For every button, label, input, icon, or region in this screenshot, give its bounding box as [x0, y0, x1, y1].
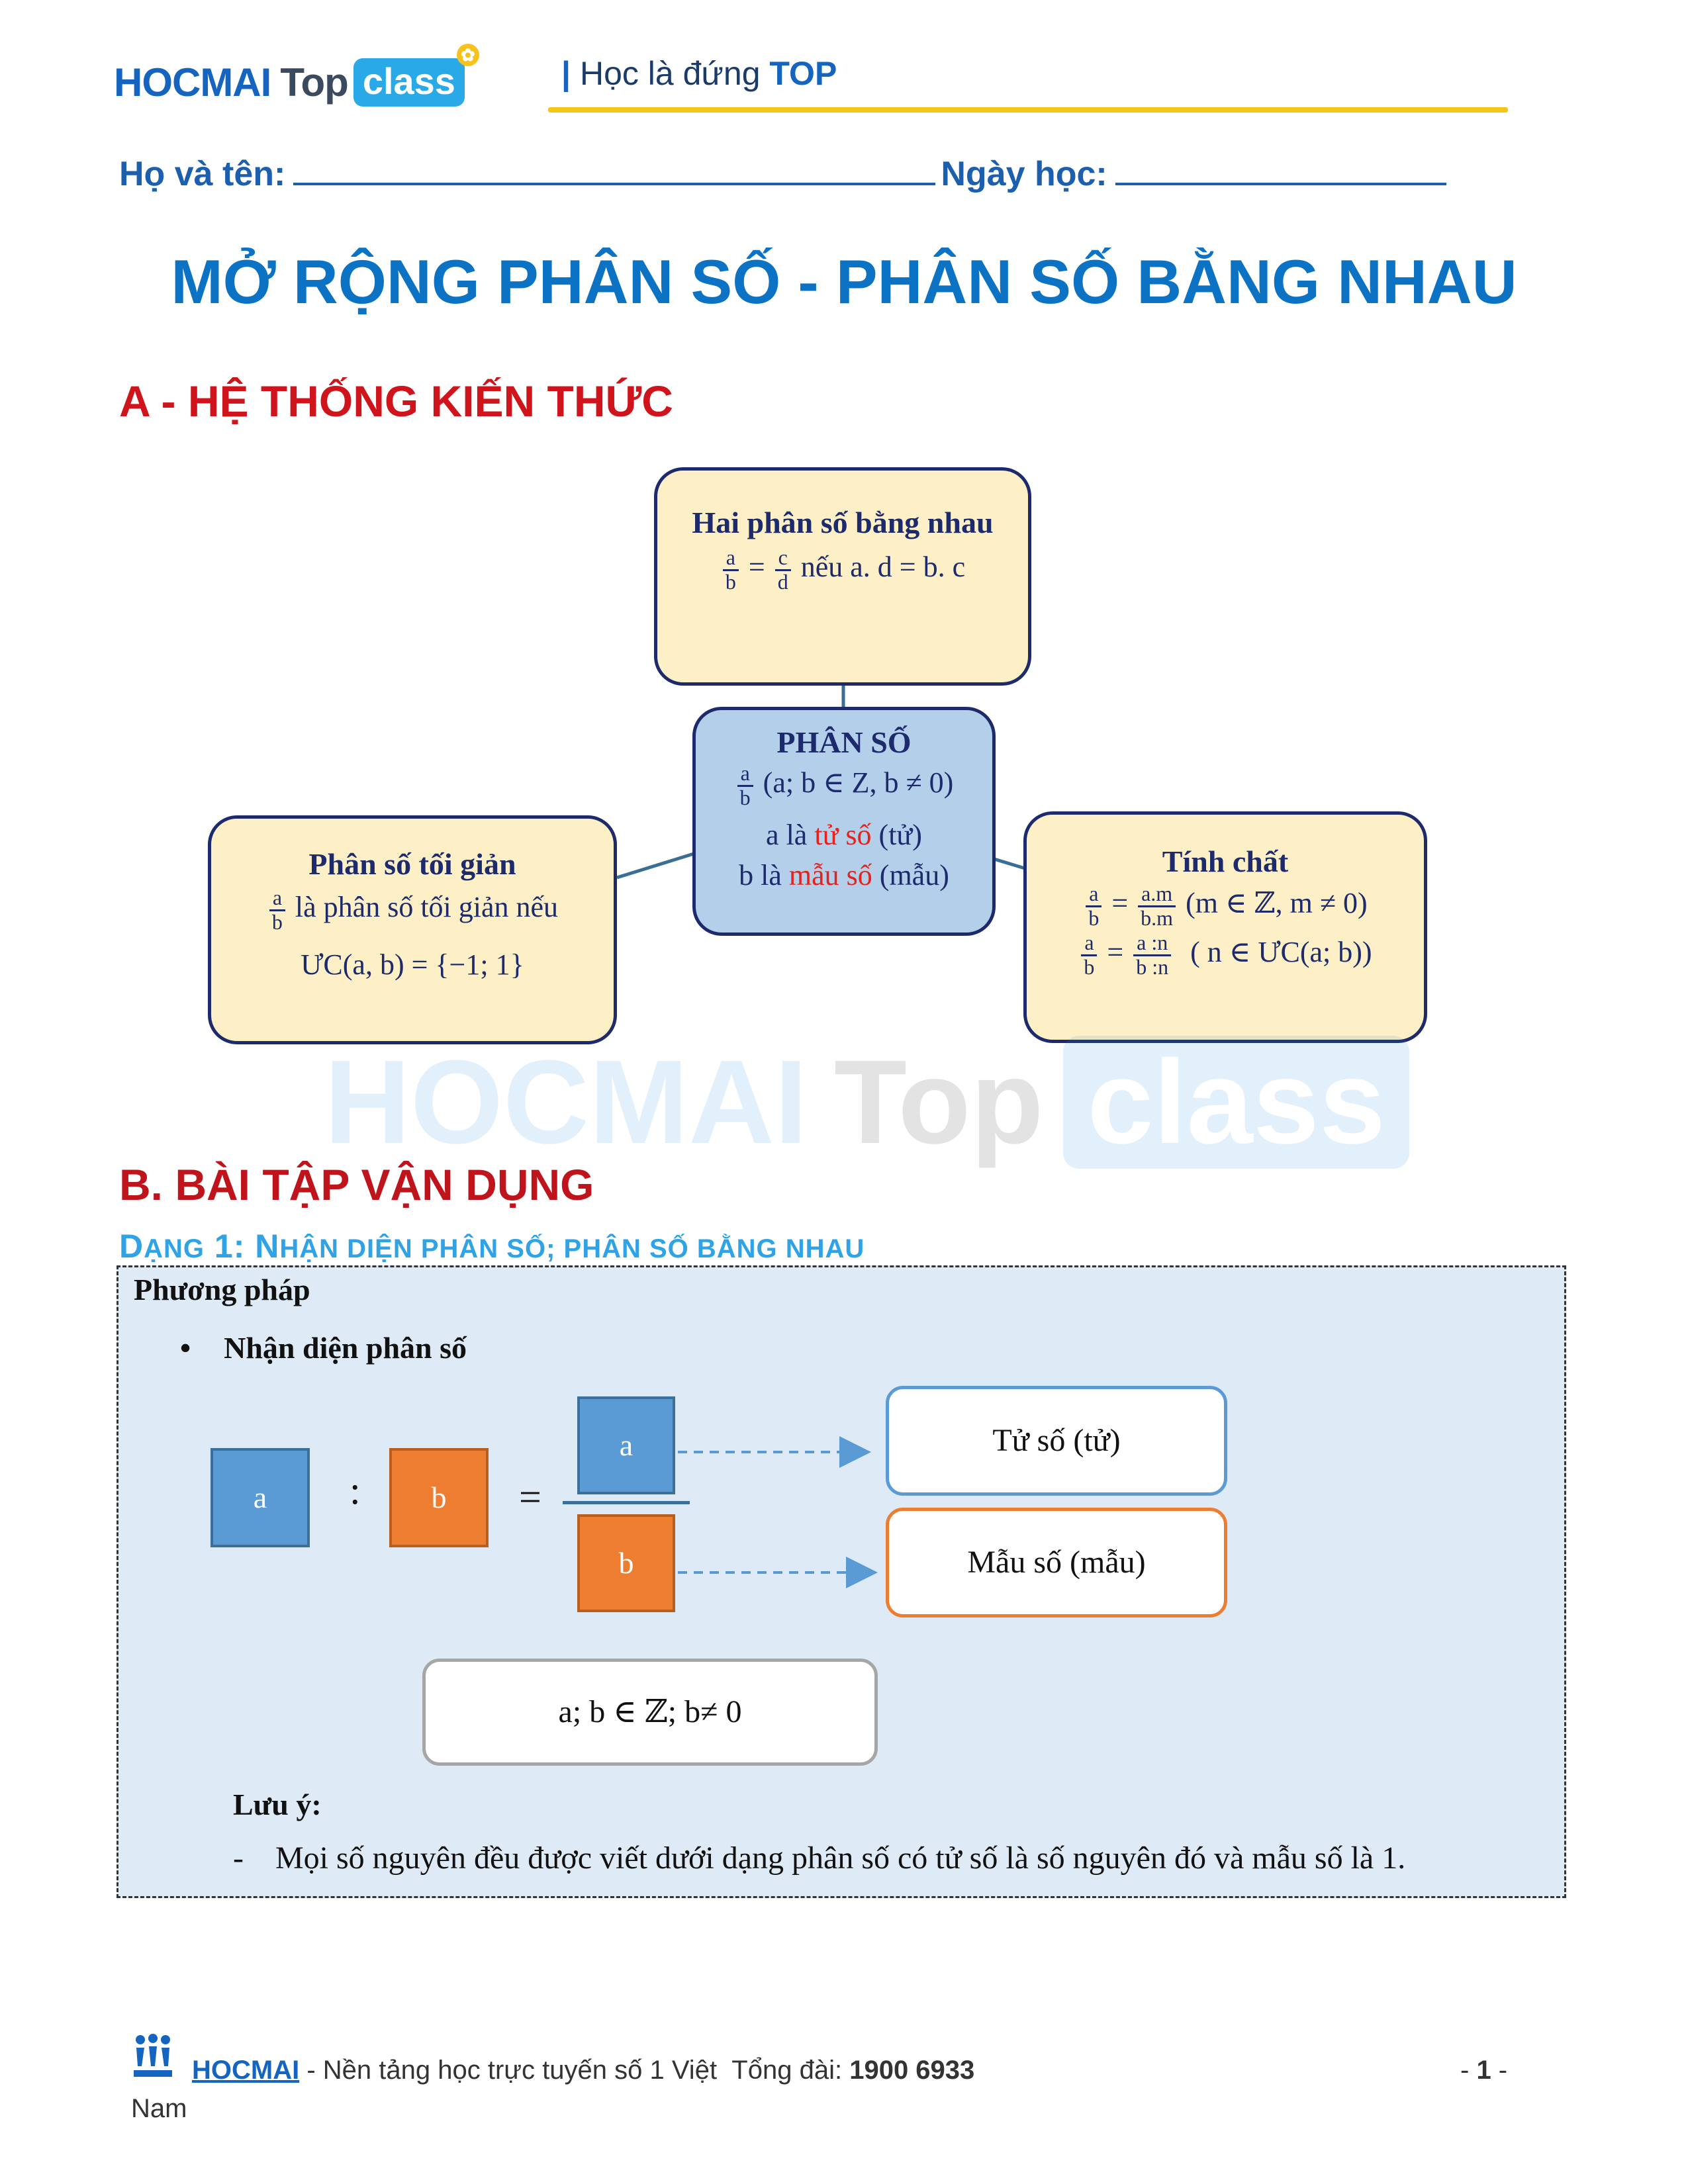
page-number: - 1 - [1460, 2056, 1508, 2085]
numerator: a.m [1138, 883, 1176, 907]
condition-box: a; b ∈ ℤ; b≠ 0 [422, 1659, 878, 1766]
square-a: a [211, 1448, 310, 1547]
node-title: Hai phân số bằng nhau [692, 506, 994, 539]
logo-top-text: Top [280, 60, 348, 105]
note-text: Mọi số nguyên đều được viết dưới dạng phân số có tử số là số nguyên đó và mẫu số là 1. [275, 1841, 1406, 1876]
condition: nếu a. d = b. c [800, 551, 966, 584]
text: (mẫu) [879, 859, 949, 892]
condition: ( n ∈ ƯC(a; b)) [1190, 936, 1372, 969]
node-condition: ƯC(a, b) = {−1; 1} [301, 948, 524, 981]
bullet-text: Nhận diện phân số [224, 1331, 467, 1365]
hotline-label: Tổng đài: [731, 2056, 843, 2085]
denominator: b [739, 785, 751, 809]
hotline-number: 1900 6933 [849, 2056, 975, 2085]
hocmai-footer-logo-icon [131, 2033, 175, 2081]
denominator: b :n [1136, 954, 1169, 979]
node-title: PHÂN SỐ [776, 725, 912, 759]
numerator-label-box: Tử số (tử) [886, 1386, 1227, 1496]
fraction-numerator-square: a [577, 1396, 675, 1494]
slogan-strong: TOP [769, 55, 837, 92]
denominator: b [1084, 954, 1095, 979]
section-a-heading: A - HỆ THỐNG KIẾN THỨC [119, 377, 673, 426]
bullet-icon: • [180, 1331, 191, 1365]
denominator-label-box: Mẫu số (mẫu) [886, 1508, 1227, 1617]
equals-sign: = [1107, 936, 1124, 969]
method-title: Phương pháp [134, 1273, 310, 1306]
footer-text [192, 2056, 974, 2085]
smallcaps-initial: D [119, 1228, 144, 1265]
note-dash: - [233, 1841, 244, 1876]
numerator: a [269, 887, 285, 911]
star-icon: ✿ [457, 44, 479, 66]
numerator: c [775, 547, 791, 571]
highlight: tử số [814, 819, 872, 852]
smallcaps-rest: ẠNG [144, 1234, 205, 1263]
text: b là [739, 859, 782, 892]
logo-class-text: class [362, 60, 455, 102]
denominator: b [271, 909, 283, 934]
footer-brand-link[interactable]: HOCMAI [192, 2056, 300, 2085]
condition: (a; b ∈ Z, b ≠ 0) [763, 766, 954, 799]
colon-sign: : [350, 1469, 361, 1512]
smallcaps-initial: N [255, 1228, 280, 1265]
name-label: Họ và tên: [119, 155, 286, 193]
fraction-denominator-square: b [577, 1514, 675, 1612]
equals-sign: = [1111, 887, 1129, 920]
node-title: Tính chất [1162, 844, 1289, 878]
text: a là [766, 819, 808, 852]
text: (tử) [878, 819, 922, 852]
numerator: a [1081, 932, 1097, 956]
node-title: Phân số tối giản [308, 847, 516, 881]
watermark-hocmai: HOCMAI [324, 1036, 808, 1169]
denominator: b.m [1141, 905, 1174, 930]
condition: (m ∈ ℤ, m ≠ 0) [1186, 887, 1368, 920]
watermark-class: class [1063, 1036, 1409, 1169]
equals-sign: = [519, 1475, 541, 1519]
watermark-top: Top [833, 1036, 1044, 1169]
page-title: MỞ RỘNG PHÂN SỐ - PHÂN SỐ BẰNG NHAU [171, 247, 1517, 316]
smallcaps-rest: HẬN DIỆN PHÂN SỐ; PHÂN SỐ BẰNG NHAU [279, 1234, 865, 1263]
numerator: a [737, 762, 753, 787]
date-label: Ngày học: [941, 155, 1107, 193]
numerator: a :n [1133, 932, 1171, 956]
denominator: b [725, 569, 736, 594]
note-title: Lưu ý: [233, 1788, 322, 1821]
denominator: d [777, 569, 788, 594]
equals-sign: = [748, 551, 765, 584]
section-b-heading: B. BÀI TẬP VẬN DỤNG [119, 1160, 594, 1209]
footer-line-2: Nam [131, 2094, 187, 2123]
note-line [233, 1840, 1405, 1876]
text: là phân số tối giản nếu [295, 891, 559, 924]
footer-tagline: - Nền tảng học trực tuyến số 1 Việt [306, 2056, 718, 2085]
dang-number: 1: [214, 1228, 246, 1265]
denominator: b [1088, 905, 1100, 930]
logo-hocmai-text: HOCMAI [114, 60, 271, 105]
page-number-value: 1 [1476, 2056, 1491, 2085]
numerator: a [1086, 883, 1102, 907]
square-b: b [389, 1448, 489, 1547]
slogan-divider: | [561, 55, 571, 92]
highlight: mẫu số [788, 859, 872, 892]
slogan-text: Học là đứng [580, 55, 761, 92]
numerator: a [723, 547, 739, 571]
